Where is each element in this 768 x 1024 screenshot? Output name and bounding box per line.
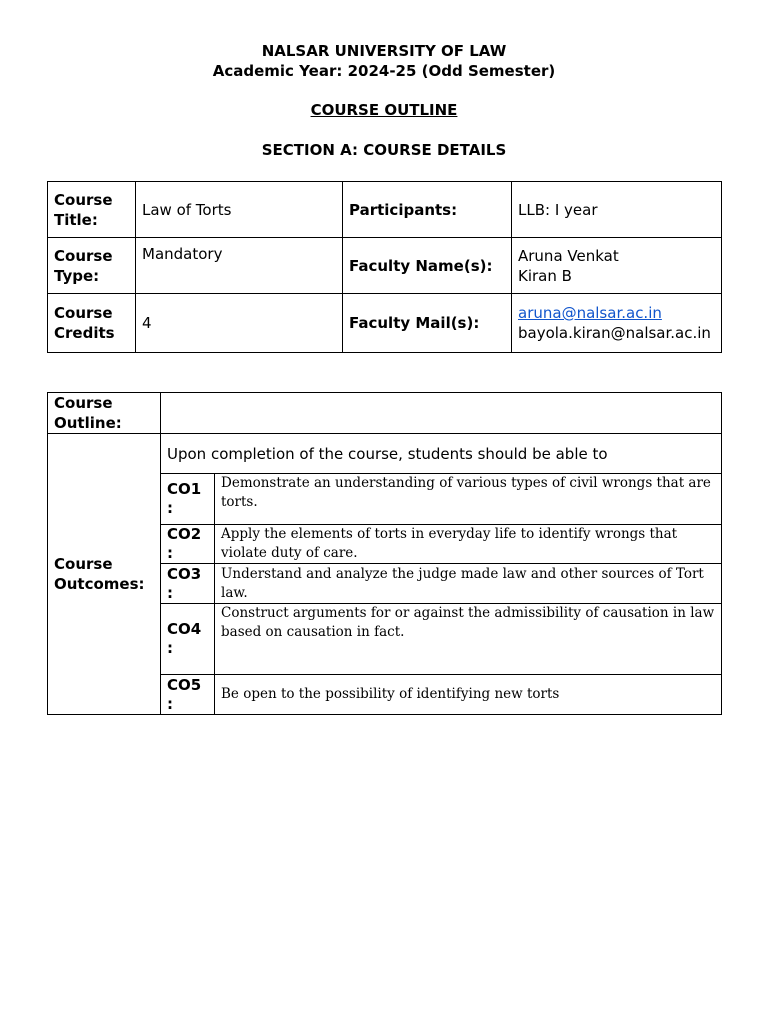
course-outline-value xyxy=(161,393,722,434)
outcomes-intro: Upon completion of the course, students should be able to xyxy=(161,434,722,474)
table-row xyxy=(48,434,722,474)
course-type-value: Mandatory xyxy=(136,238,343,294)
participants-label: Participants: xyxy=(343,182,512,238)
outcome-text: Construct arguments for or against the admissibility of causation in law based on causation in fact. xyxy=(215,604,722,675)
faculty-mail-label: Faculty Mail(s): xyxy=(343,294,512,353)
table-row xyxy=(48,238,722,294)
course-details-table xyxy=(47,181,722,353)
section-title: SECTION A: COURSE DETAILS xyxy=(261,141,507,159)
outcome-text: Be open to the possibility of identifying new torts xyxy=(215,675,722,715)
academic-year: Academic Year: 2024-25 (Odd Semester) xyxy=(212,62,556,80)
document-title: COURSE OUTLINE xyxy=(310,101,458,119)
faculty-name-label: Faculty Name(s): xyxy=(343,238,512,294)
course-credits-value: 4 xyxy=(136,294,343,353)
course-type-label: Course Type: xyxy=(48,238,136,294)
course-outline-label: Course Outline: xyxy=(48,393,161,434)
outcome-text: Apply the elements of torts in everyday life to identify wrongs that violate duty of care. xyxy=(215,525,722,564)
outcome-code: CO4 : xyxy=(161,604,215,675)
university-name: NALSAR UNIVERSITY OF LAW xyxy=(261,42,507,60)
course-credits-label: Course Credits xyxy=(48,294,136,353)
faculty-name-2: Kiran B xyxy=(518,266,572,285)
course-outline-table xyxy=(47,392,722,715)
course-outcomes-label: Course Outcomes: xyxy=(48,434,161,715)
outcome-code: CO1 : xyxy=(161,474,215,525)
table-row xyxy=(48,294,722,353)
outcome-text: Demonstrate an understanding of various types of civil wrongs that are torts. xyxy=(215,474,722,525)
faculty-name-1: Aruna Venkat xyxy=(518,246,619,265)
faculty-mail-link-1[interactable]: aruna@nalsar.ac.in xyxy=(518,304,662,322)
outcome-code: CO2 : xyxy=(161,525,215,564)
outcome-text: Understand and analyze the judge made law and other sources of Tort law. xyxy=(215,564,722,604)
course-title-label: Course Title: xyxy=(48,182,136,238)
course-title-value: Law of Torts xyxy=(136,182,343,238)
faculty-names-cell xyxy=(512,238,722,294)
faculty-mail-2: bayola.kiran@nalsar.ac.in xyxy=(518,324,711,342)
table-row xyxy=(48,393,722,434)
outcome-code: CO3 : xyxy=(161,564,215,604)
participants-value: LLB: I year xyxy=(512,182,722,238)
table-row xyxy=(48,182,722,238)
faculty-mails-cell xyxy=(512,294,722,353)
outcome-code: CO5 : xyxy=(161,675,215,715)
